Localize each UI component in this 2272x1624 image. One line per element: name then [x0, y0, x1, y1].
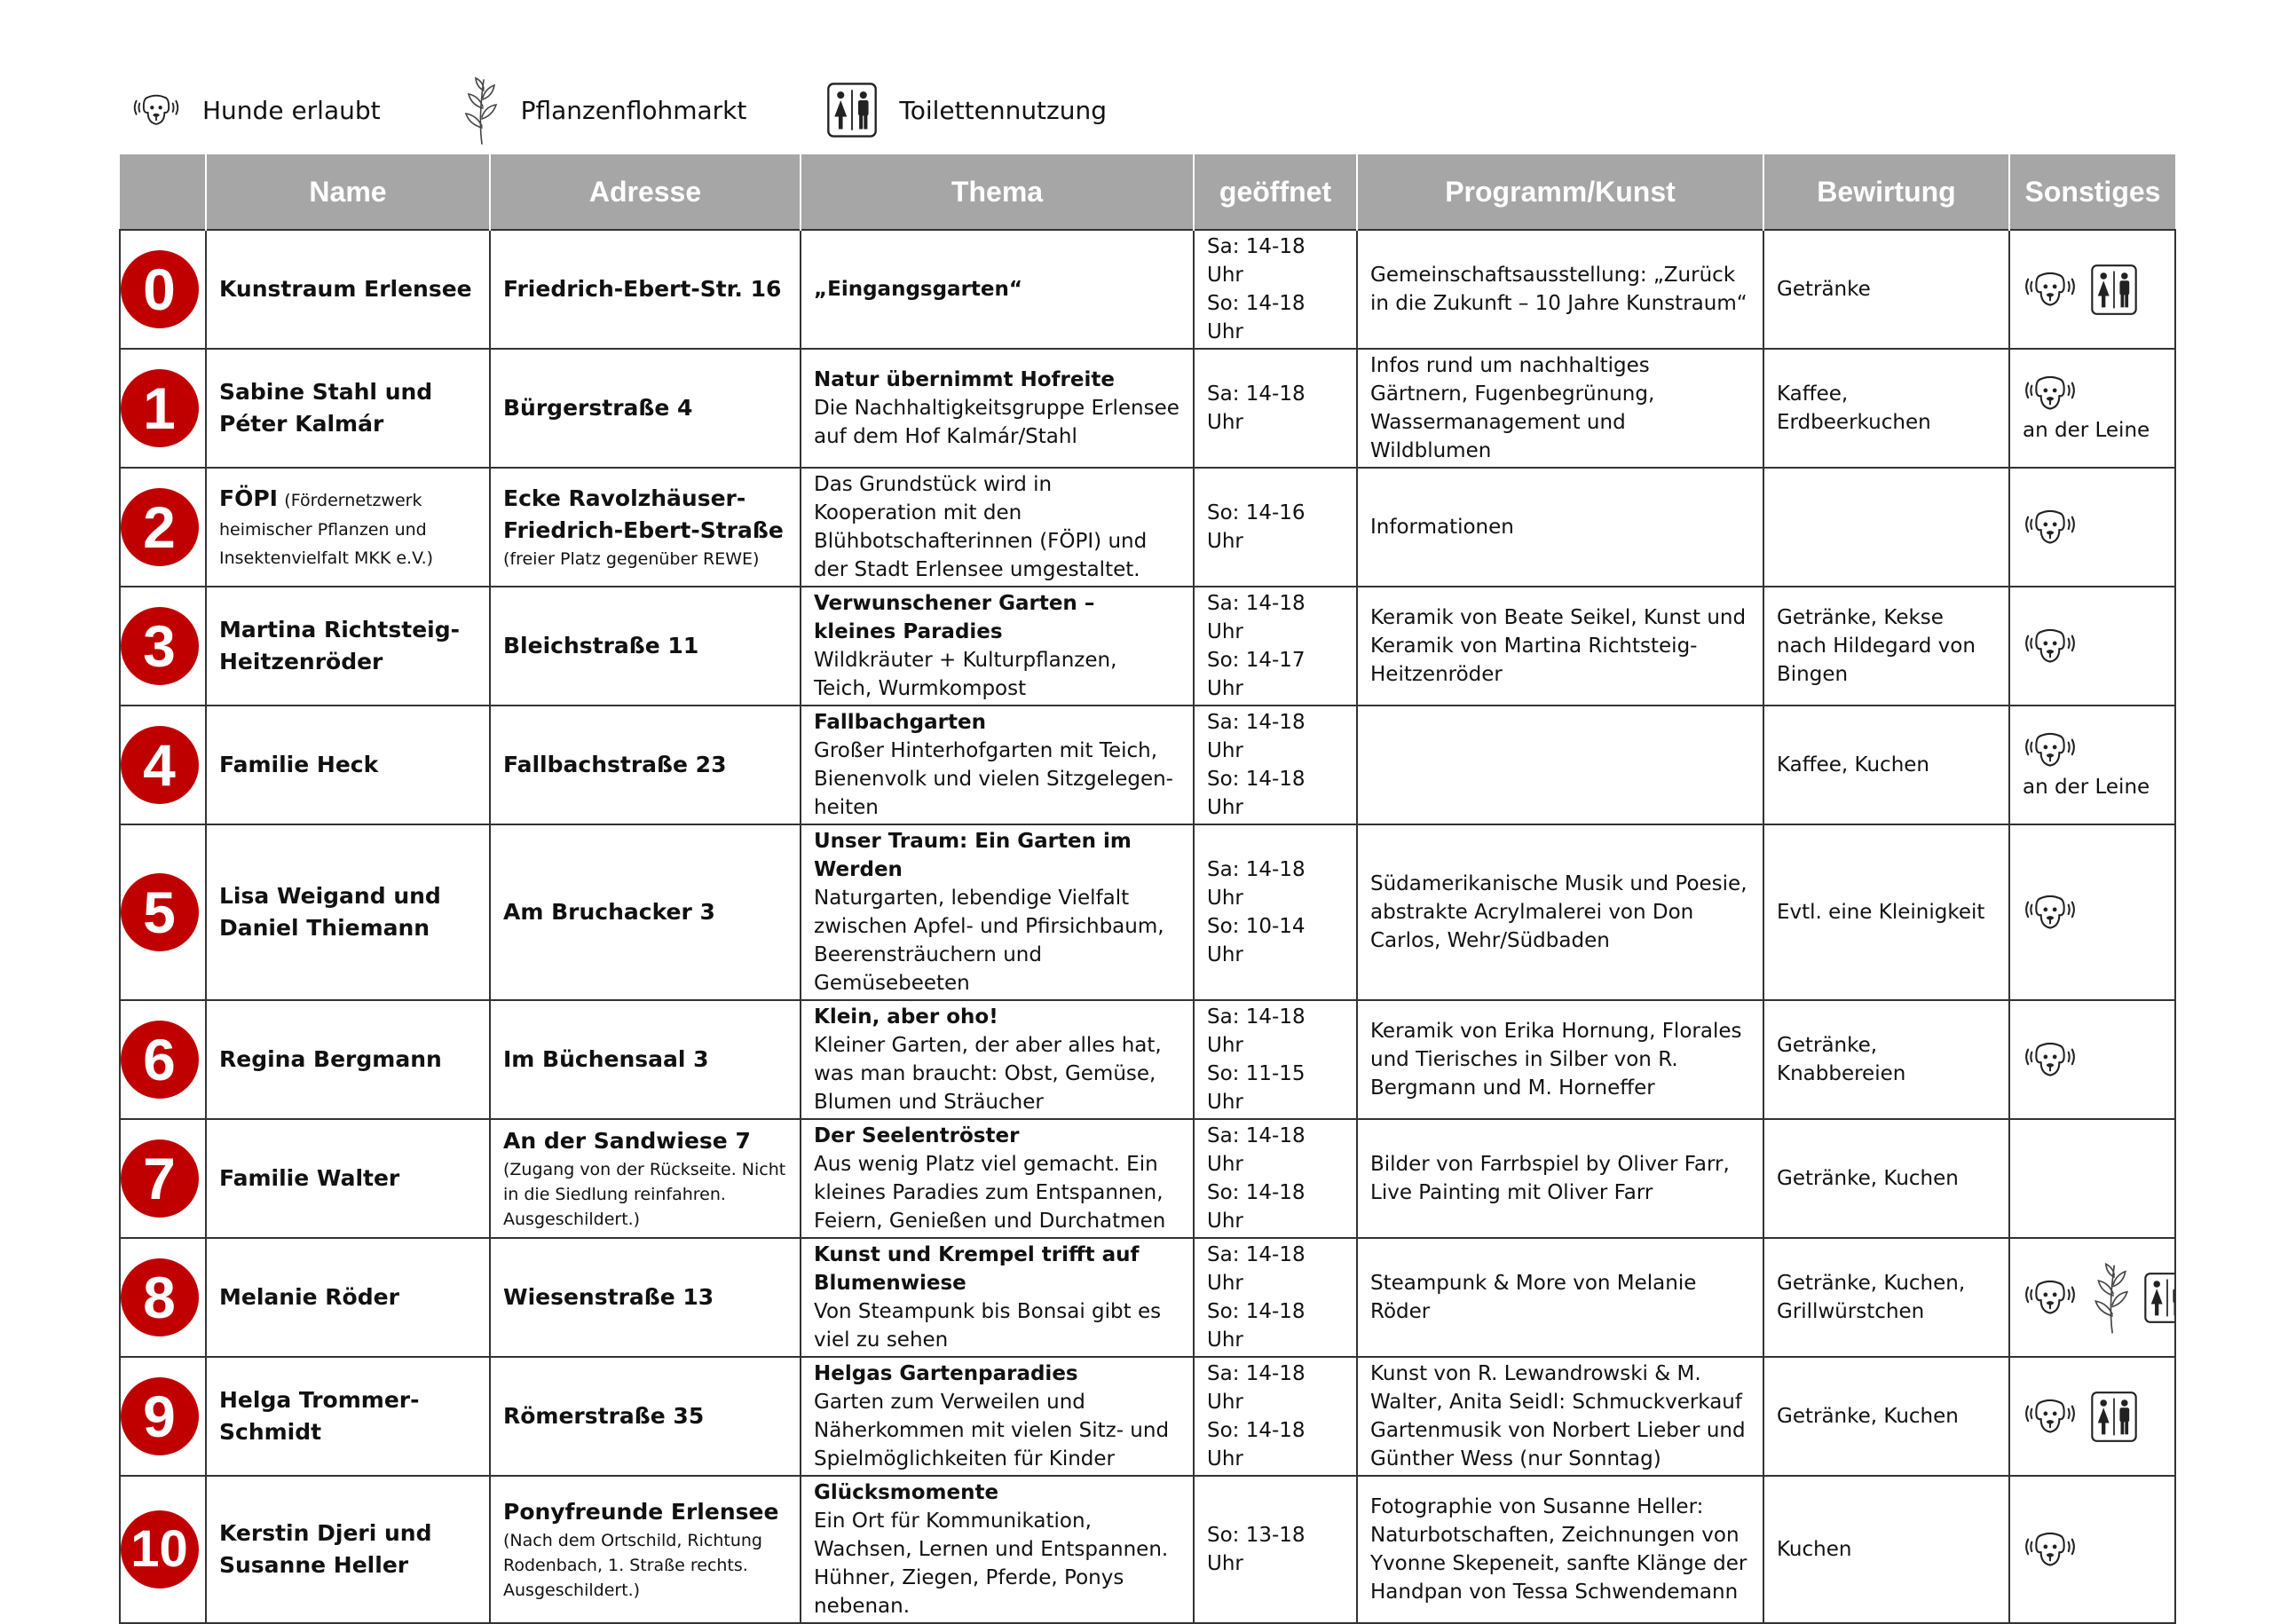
- header-catering: Bewirtung: [1763, 154, 2009, 230]
- name-cell: [206, 1238, 490, 1357]
- theme-cell: [801, 1238, 1194, 1357]
- opening-time: So: 14-18 Uhr: [1207, 1419, 1306, 1470]
- opening-time: So: 14-17 Uhr: [1207, 649, 1306, 700]
- program-text: Infos rund um nachhaltiges Gärtnern, Fugenbegrünung, Wassermanagement und Wildblumen: [1370, 354, 1655, 462]
- program-text: Keramik von Beate Seikel, Kunst und Keramik von Martina Richtsteig- Heitzenröder: [1370, 606, 1747, 686]
- table-row: [120, 1238, 2175, 1357]
- amenity-note: an der Leine: [2023, 776, 2150, 799]
- opening-time: Sa: 14-18 Uhr: [1207, 1243, 1306, 1295]
- opening-time: Sa: 14-18 Uhr: [1207, 1124, 1306, 1176]
- theme-cell: [801, 824, 1194, 1000]
- header-number: [120, 154, 206, 230]
- amenity-icons: [2023, 264, 2162, 316]
- station-number-badge: 9: [121, 1377, 199, 1455]
- opening-time: Sa: 14-18 Uhr: [1207, 1005, 1306, 1057]
- theme-title: Unser Traum: Ein Garten im Werden: [814, 830, 1132, 881]
- opening-time: So: 14-18 Uhr: [1207, 768, 1306, 819]
- host-name: Sabine Stahl und Péter Kalmár: [219, 379, 433, 437]
- address-cell: [490, 824, 801, 1000]
- amenity-icons: [2023, 1391, 2162, 1443]
- theme-cell: [801, 230, 1194, 349]
- theme-description: Von Steampunk bis Bonsai gibt es viel zu sehen: [814, 1300, 1162, 1352]
- table-row: [120, 1000, 2175, 1119]
- address-cell: [490, 1119, 801, 1238]
- header-misc: Sonstiges: [2009, 154, 2175, 230]
- dog-icon: [2023, 729, 2078, 771]
- theme-description: Kleiner Garten, der aber alles hat, was man braucht: Obst, Gemüse, Blumen und Sträucher: [814, 1034, 1162, 1114]
- open-gardens-table: [119, 154, 2176, 1624]
- address-detail: (Nach dem Ortschild, Richtung Rodenbach, 1. Straße rechts. Ausgeschildert.): [503, 1531, 762, 1600]
- name-cell: [206, 706, 490, 824]
- catering-cell: [1763, 1000, 2009, 1119]
- legend-label: Pflanzenflohmarkt: [520, 95, 747, 125]
- opening-time: So: 14-16 Uhr: [1207, 501, 1306, 553]
- opening-time: So: 10-14 Uhr: [1207, 915, 1306, 966]
- station-number-cell: [120, 349, 206, 468]
- theme-title: „Eingangsgarten“: [814, 278, 1023, 301]
- table-row: [120, 230, 2175, 349]
- table-row: [120, 1357, 2175, 1476]
- dog-icon: [2023, 891, 2078, 934]
- program-cell: [1357, 1119, 1763, 1238]
- amenity-icons: [2023, 506, 2162, 548]
- station-number-badge: 10: [121, 1510, 199, 1589]
- program-cell: [1357, 1476, 1763, 1623]
- address-cell: [490, 468, 801, 587]
- legend-item-toilets: [826, 82, 1107, 138]
- station-number-cell: [120, 1119, 206, 1238]
- dog-icon: [2023, 268, 2078, 311]
- table-row: [120, 349, 2175, 468]
- station-number-badge: 0: [121, 250, 199, 328]
- misc-cell: [2009, 824, 2175, 1000]
- legend-label: Hunde erlaubt: [202, 95, 381, 125]
- opening-hours-cell: [1194, 1000, 1357, 1119]
- dog-icon: [2023, 372, 2078, 414]
- station-number-cell: [120, 1000, 206, 1119]
- header-name: Name: [206, 154, 490, 230]
- dog-icon: [131, 91, 181, 130]
- station-number-badge: 2: [121, 488, 199, 566]
- station-number-cell: [120, 587, 206, 706]
- station-number-badge: 1: [121, 369, 199, 447]
- theme-title: Kunst und Krempel trifft auf Blumenwiese: [814, 1243, 1140, 1295]
- opening-time: Sa: 14-18 Uhr: [1207, 382, 1306, 434]
- name-cell: [206, 230, 490, 349]
- address-cell: [490, 1357, 801, 1476]
- table-row: [120, 1119, 2175, 1238]
- program-text: Südamerikanische Musik und Poesie, abstrakte Acrylmalerei von Don Carlos, Wehr/Südbaden: [1370, 872, 1747, 952]
- name-cell: [206, 1119, 490, 1238]
- header-program: Programm/Kunst: [1357, 154, 1763, 230]
- catering-cell: [1763, 706, 2009, 824]
- opening-hours-cell: [1194, 706, 1357, 824]
- catering-text: Evtl. eine Kleinigkeit: [1777, 901, 1985, 924]
- theme-title: Klein, aber oho!: [814, 1005, 998, 1029]
- address: Fallbachstraße 23: [503, 752, 727, 777]
- name-cell: [206, 349, 490, 468]
- name-cell: [206, 587, 490, 706]
- name-cell: [206, 468, 490, 587]
- program-cell: [1357, 468, 1763, 587]
- catering-text: Getränke: [1777, 278, 1871, 301]
- catering-cell: [1763, 1357, 2009, 1476]
- station-number-badge: 5: [121, 873, 199, 951]
- misc-cell: [2009, 1357, 2175, 1476]
- dog-icon: [2023, 506, 2078, 548]
- station-number-cell: [120, 1476, 206, 1623]
- address: Friedrich-Ebert-Str. 16: [503, 276, 782, 302]
- station-number-cell: [120, 824, 206, 1000]
- theme-description: Garten zum Verweilen und Näherkommen mit vielen Sitz- und Spielmöglichkeiten für Kinder: [814, 1391, 1170, 1470]
- amenity-icons: [2023, 729, 2162, 771]
- dog-icon: [2023, 625, 2078, 667]
- table-body: [120, 230, 2175, 1623]
- program-text: Keramik von Erika Hornung, Florales und Tierisches in Silber von R. Bergmann und M. Horneffer: [1370, 1020, 1742, 1100]
- opening-hours-cell: [1194, 230, 1357, 349]
- dog-icon: [2023, 1395, 2078, 1438]
- address-cell: [490, 1000, 801, 1119]
- catering-text: Getränke, Knabbereien: [1777, 1034, 1906, 1085]
- theme-title: Helgas Gartenparadies: [814, 1362, 1078, 1385]
- opening-time: Sa: 14-18 Uhr: [1207, 235, 1306, 287]
- catering-text: Getränke, Kuchen, Grillwürstchen: [1777, 1272, 1966, 1323]
- station-number-cell: [120, 1357, 206, 1476]
- toilet-icon: [2143, 1272, 2175, 1324]
- catering-text: Kuchen: [1777, 1538, 1852, 1561]
- program-cell: [1357, 587, 1763, 706]
- host-name: Familie Heck: [219, 752, 379, 777]
- host-name: Helga Trommer-Schmidt: [219, 1387, 420, 1445]
- amenity-icons: [2023, 1038, 2162, 1081]
- opening-hours-cell: [1194, 824, 1357, 1000]
- catering-text: Kaffee, Kuchen: [1777, 753, 1930, 777]
- theme-title: Glücksmomente: [814, 1481, 999, 1504]
- misc-cell: [2009, 230, 2175, 349]
- address: Ecke Ravolzhäuser-Friedrich-Ebert-Straße: [503, 485, 784, 543]
- opening-time: Sa: 14-18 Uhr: [1207, 1362, 1306, 1414]
- program-cell: [1357, 824, 1763, 1000]
- dog-icon: [2023, 1528, 2078, 1571]
- catering-text: Getränke, Kuchen: [1777, 1405, 1959, 1428]
- theme-cell: [801, 1476, 1194, 1623]
- address: Am Bruchacker 3: [503, 899, 715, 925]
- host-name: Regina Bergmann: [219, 1046, 442, 1072]
- address: Wiesenstraße 13: [503, 1284, 714, 1310]
- address-detail: (freier Platz gegenüber REWE): [503, 549, 760, 569]
- program-cell: [1357, 230, 1763, 349]
- plant-icon: [461, 75, 500, 146]
- station-number-badge: 4: [121, 726, 199, 804]
- misc-cell: [2009, 1119, 2175, 1238]
- header-open: geöffnet: [1194, 154, 1357, 230]
- program-text: Bilder von Farrbspiel by Oliver Farr, Live Painting mit Oliver Farr: [1370, 1153, 1730, 1204]
- misc-cell: [2009, 1476, 2175, 1623]
- misc-cell: [2009, 706, 2175, 824]
- opening-time: So: 14-18 Uhr: [1207, 1181, 1306, 1233]
- table-row: [120, 468, 2175, 587]
- catering-cell: [1763, 587, 2009, 706]
- program-cell: [1357, 706, 1763, 824]
- address-cell: [490, 706, 801, 824]
- station-number-cell: [120, 706, 206, 824]
- opening-hours-cell: [1194, 1119, 1357, 1238]
- host-name: Kunstraum Erlensee: [219, 276, 472, 302]
- opening-hours-cell: [1194, 587, 1357, 706]
- theme-description: Naturgarten, lebendige Vielfalt zwischen Apfel- und Pfirsichbaum, Beerensträuchern und Gemüsebeeten: [814, 887, 1164, 995]
- table-row: [120, 1476, 2175, 1623]
- toilet-icon: [826, 82, 878, 138]
- table-row: [120, 587, 2175, 706]
- station-number-badge: 7: [121, 1139, 199, 1218]
- theme-cell: [801, 706, 1194, 824]
- opening-time: Sa: 14-18 Uhr: [1207, 858, 1306, 910]
- host-name: Kerstin Djeri und Susanne Heller: [219, 1520, 432, 1578]
- program-cell: [1357, 1357, 1763, 1476]
- theme-description: Die Nachhaltigkeitsgruppe Erlensee auf dem Hof Kalmár/Stahl: [814, 397, 1179, 448]
- opening-hours-cell: [1194, 1357, 1357, 1476]
- theme-cell: [801, 468, 1194, 587]
- program-cell: [1357, 1000, 1763, 1119]
- theme-title: Natur übernimmt Hofreite: [814, 368, 1115, 391]
- station-number-badge: 8: [121, 1258, 199, 1336]
- program-text: Kunst von R. Lewandrowski & M. Walter, Anita Seidl: Schmuckverkauf Gartenmusik von Norbert Lieber und Günther Wess (nur Sonntag): [1370, 1362, 1746, 1470]
- theme-description: Großer Hinterhofgarten mit Teich, Bienenvolk und vielen Sitzgelegen-heiten: [814, 739, 1173, 819]
- address: Ponyfreunde Erlensee: [503, 1499, 779, 1525]
- opening-time: Sa: 14-18 Uhr: [1207, 711, 1306, 762]
- station-number-cell: [120, 468, 206, 587]
- address: Bürgerstraße 4: [503, 395, 693, 421]
- misc-cell: [2009, 587, 2175, 706]
- catering-cell: [1763, 1238, 2009, 1357]
- theme-title: Der Seelentröster: [814, 1124, 1020, 1147]
- theme-description: Aus wenig Platz viel gemacht. Ein kleines Paradies zum Entspannen, Feiern, Genießen und Durchatmen: [814, 1153, 1166, 1233]
- header-theme: Thema: [801, 154, 1194, 230]
- host-name: Familie Walter: [219, 1165, 400, 1191]
- amenity-icons: [2023, 891, 2162, 934]
- legend: [131, 78, 1187, 142]
- legend-label: Toilettennutzung: [899, 95, 1107, 125]
- program-text: Gemeinschaftsausstellung: „Zurück in die Zukunft – 10 Jahre Kunstraum“: [1370, 264, 1747, 315]
- address-cell: [490, 230, 801, 349]
- theme-cell: [801, 1357, 1194, 1476]
- amenity-icons: [2023, 625, 2162, 667]
- misc-cell: [2009, 1238, 2175, 1357]
- address-detail: (Zugang von der Rückseite. Nicht in die Siedlung reinfahren. Ausgeschildert.): [503, 1160, 786, 1229]
- theme-description: Wildkräuter + Kulturpflanzen, Teich, Wurmkompost: [814, 649, 1117, 700]
- catering-cell: [1763, 468, 2009, 587]
- program-cell: [1357, 349, 1763, 468]
- catering-cell: [1763, 230, 2009, 349]
- address: Römerstraße 35: [503, 1403, 705, 1429]
- toilet-icon: [2090, 1391, 2138, 1443]
- table-row: [120, 706, 2175, 824]
- station-number-cell: [120, 230, 206, 349]
- catering-cell: [1763, 1476, 2009, 1623]
- theme-cell: [801, 1000, 1194, 1119]
- theme-cell: [801, 1119, 1194, 1238]
- opening-hours-cell: [1194, 1238, 1357, 1357]
- opening-hours-cell: [1194, 468, 1357, 587]
- legend-item-plants: [461, 75, 747, 146]
- station-number-badge: 6: [121, 1021, 199, 1099]
- catering-cell: [1763, 349, 2009, 468]
- host-name: Martina Richtsteig-Heitzenröder: [219, 617, 460, 674]
- address-cell: [490, 1476, 801, 1623]
- opening-time: So: 11-15 Uhr: [1207, 1062, 1306, 1114]
- misc-cell: [2009, 468, 2175, 587]
- host-name: FÖPI: [219, 485, 278, 511]
- dog-icon: [2023, 1038, 2078, 1081]
- catering-cell: [1763, 1119, 2009, 1238]
- theme-title: Verwunschener Garten – kleines Paradies: [814, 592, 1095, 643]
- amenity-icons: [2023, 1260, 2162, 1335]
- header-address: Adresse: [490, 154, 801, 230]
- theme-title: Fallbachgarten: [814, 711, 986, 734]
- program-cell: [1357, 1238, 1763, 1357]
- table-row: [120, 824, 2175, 1000]
- amenity-icons: [2023, 1528, 2162, 1571]
- host-name: Lisa Weigand und Daniel Thiemann: [219, 883, 441, 941]
- opening-time: So: 14-18 Uhr: [1207, 1300, 1306, 1352]
- program-text: Fotographie von Susanne Heller: Naturbotschaften, Zeichnungen von Yvonne Skepeneit, sanfte Klänge der Handpan von Tessa Schwendemann: [1370, 1495, 1747, 1604]
- name-cell: [206, 1357, 490, 1476]
- opening-hours-cell: [1194, 1476, 1357, 1623]
- catering-text: Getränke, Kekse nach Hildegard von Bingen: [1777, 606, 1976, 686]
- opening-time: Sa: 14-18 Uhr: [1207, 592, 1306, 643]
- address: Im Büchensaal 3: [503, 1046, 709, 1072]
- opening-time: So: 14-18 Uhr: [1207, 292, 1306, 343]
- theme-description: Ein Ort für Kommunikation, Wachsen, Lernen und Entspannen. Hühner, Ziegen, Pferde, Ponys nebenan.: [814, 1510, 1169, 1618]
- amenity-icons: [2023, 372, 2162, 414]
- theme-cell: [801, 587, 1194, 706]
- station-number-cell: [120, 1238, 206, 1357]
- misc-cell: [2009, 349, 2175, 468]
- station-number-badge: 3: [121, 607, 199, 685]
- host-name-detail: (Fördernetzwerk heimischer Pflanzen und Insektenvielfalt MKK e.V.): [219, 491, 434, 568]
- plant-icon: [2090, 1260, 2131, 1335]
- name-cell: [206, 1476, 490, 1623]
- address-cell: [490, 587, 801, 706]
- theme-cell: [801, 349, 1194, 468]
- dog-icon: [2023, 1276, 2078, 1319]
- catering-text: Getränke, Kuchen: [1777, 1167, 1959, 1190]
- name-cell: [206, 824, 490, 1000]
- catering-text: Kaffee, Erdbeerkuchen: [1777, 382, 1931, 434]
- address-cell: [490, 1238, 801, 1357]
- address: Bleichstraße 11: [503, 633, 699, 658]
- opening-hours-cell: [1194, 349, 1357, 468]
- name-cell: [206, 1000, 490, 1119]
- address-cell: [490, 349, 801, 468]
- table-header-row: [120, 154, 2175, 230]
- misc-cell: [2009, 1000, 2175, 1119]
- address: An der Sandwiese 7: [503, 1128, 751, 1154]
- theme-description: Das Grundstück wird in Kooperation mit den Blühbotschafterinnen (FÖPI) und der Stadt Erlensee umgestaltet.: [814, 473, 1148, 581]
- legend-item-dogs: [131, 91, 381, 130]
- program-text: Informationen: [1370, 516, 1514, 539]
- host-name: Melanie Röder: [219, 1284, 399, 1310]
- catering-cell: [1763, 824, 2009, 1000]
- toilet-icon: [2090, 264, 2138, 316]
- opening-time: So: 13-18 Uhr: [1207, 1524, 1306, 1575]
- program-text: Steampunk & More von Melanie Röder: [1370, 1272, 1697, 1323]
- amenity-note: an der Leine: [2023, 419, 2150, 442]
